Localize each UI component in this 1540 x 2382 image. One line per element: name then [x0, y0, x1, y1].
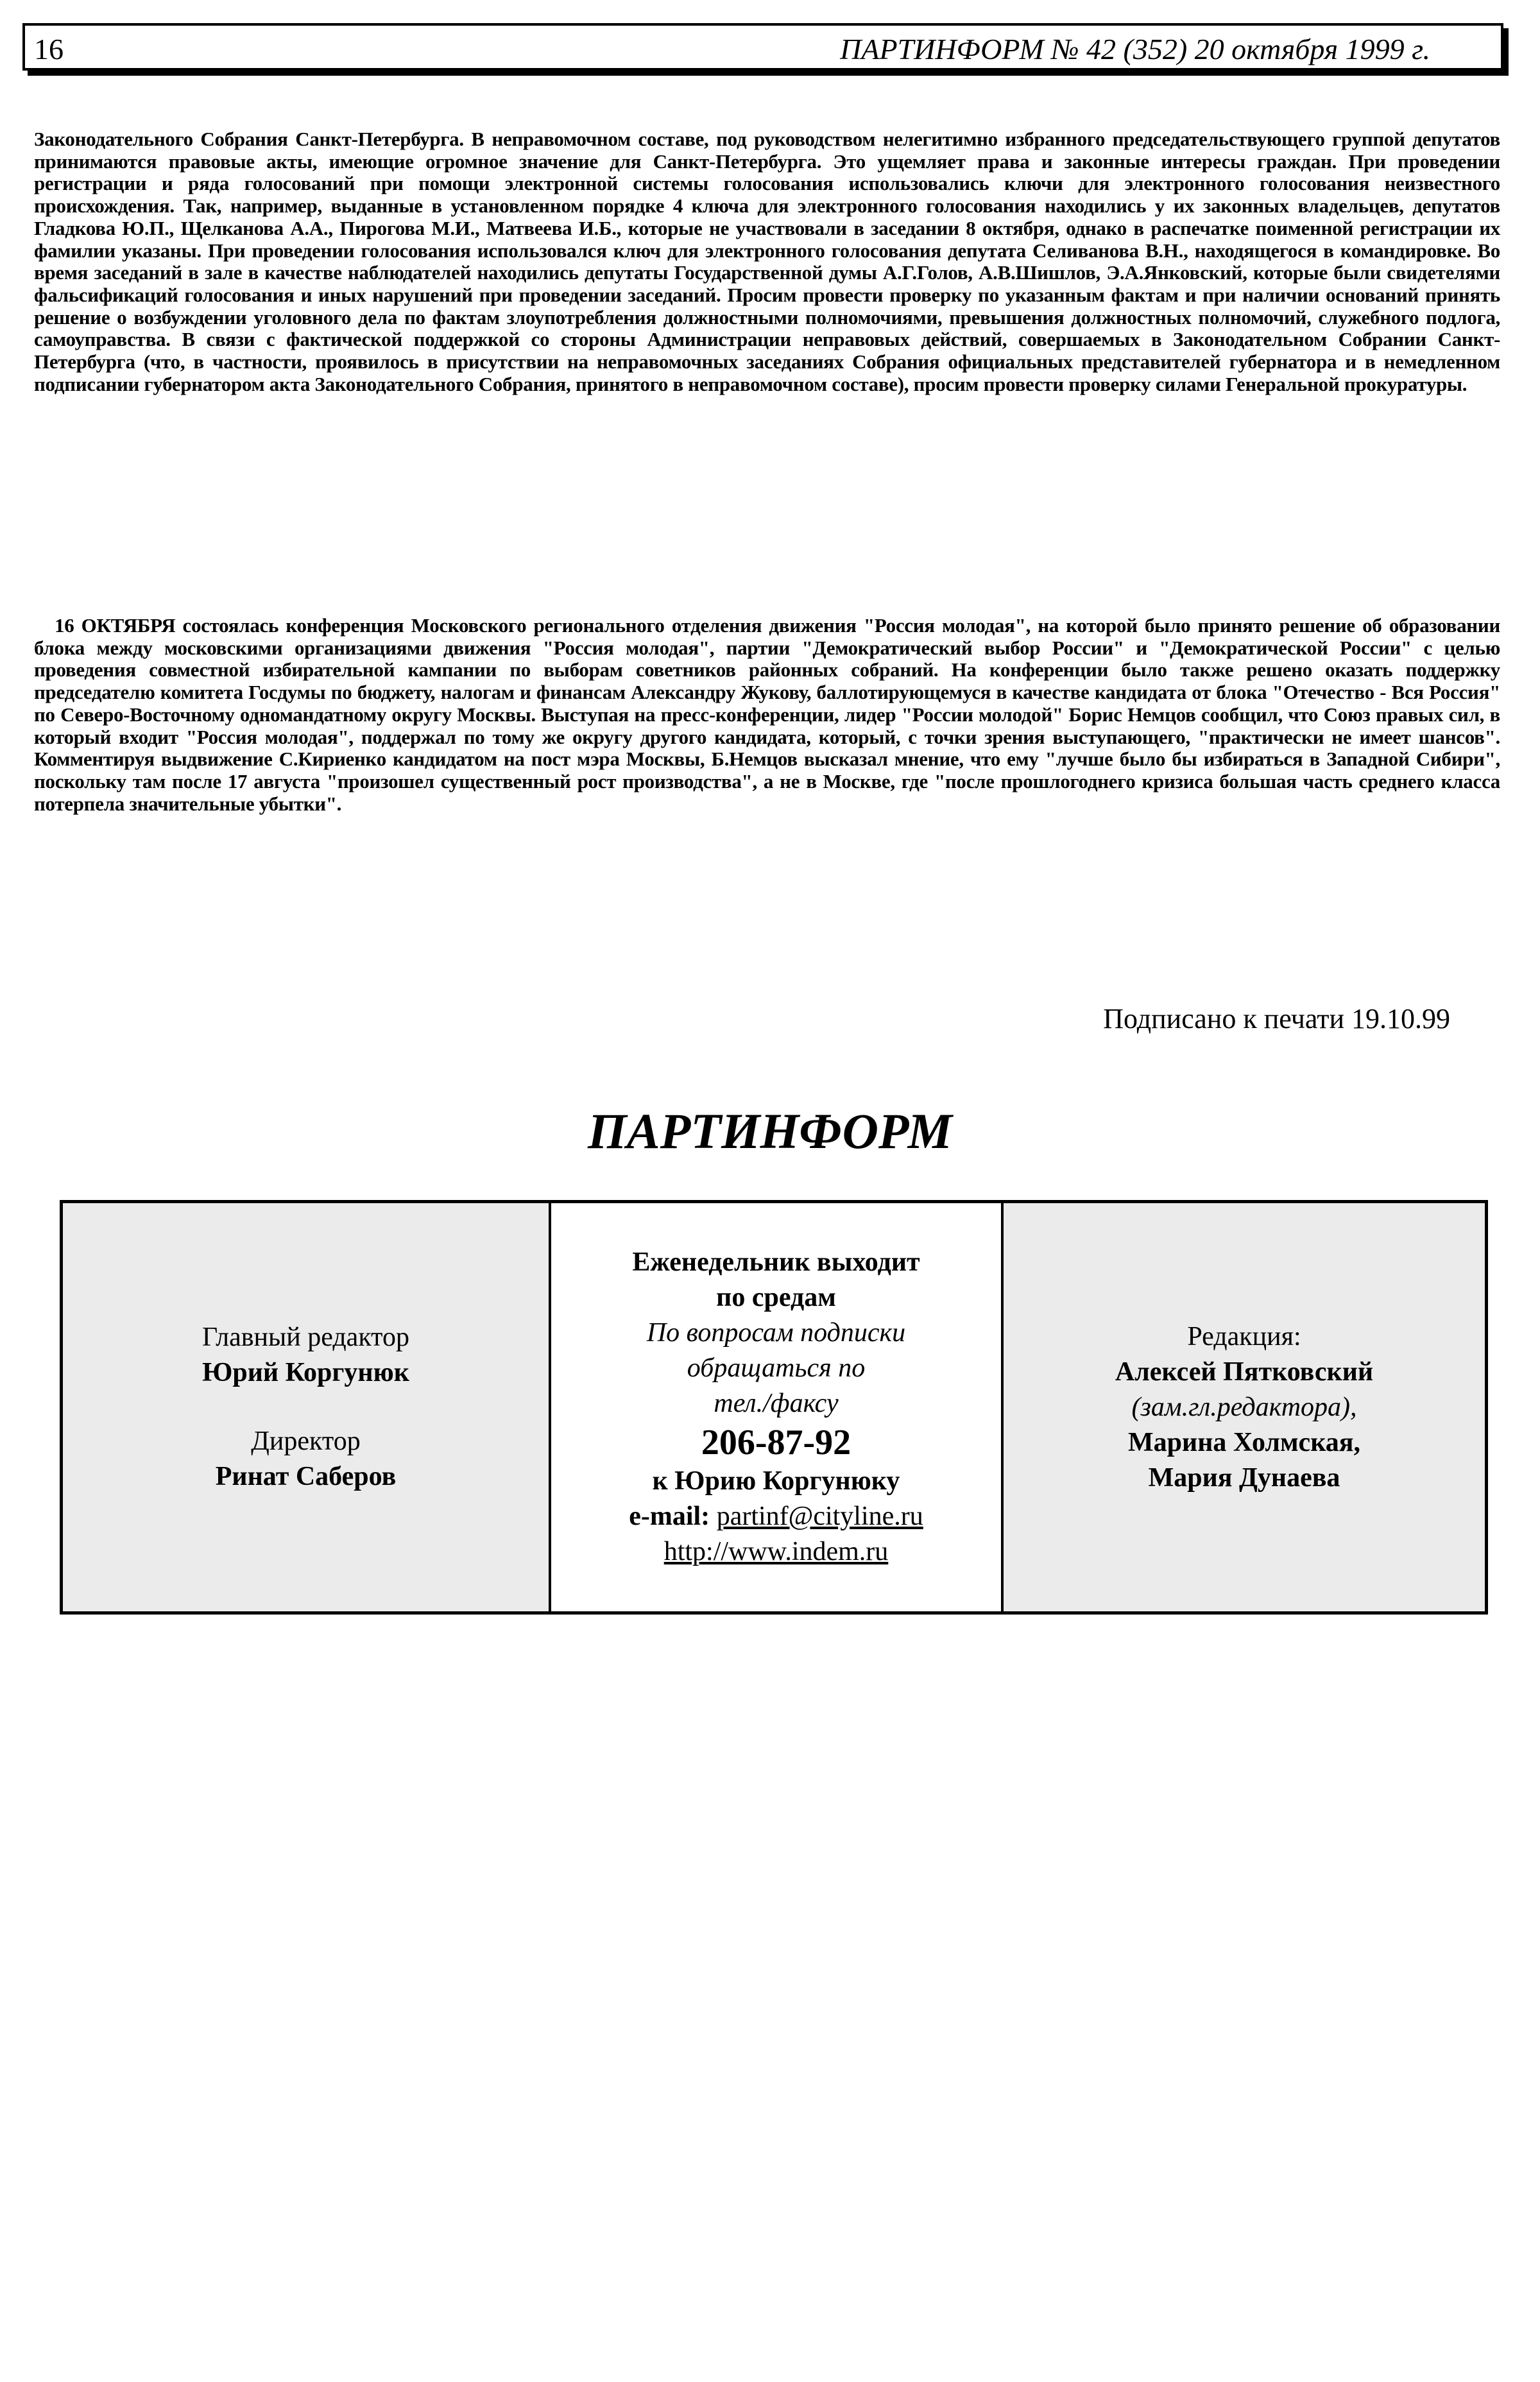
schedule-line: Еженедельник выходит: [632, 1247, 920, 1277]
staff-label: Редакция:: [1187, 1321, 1301, 1351]
page-number: 16: [34, 33, 64, 65]
signed-to-print: Подписано к печати 19.10.99: [1103, 1003, 1450, 1034]
page-header: [22, 23, 1503, 71]
article-paragraph: Законодательного Собрания Санкт-Петербурга. В неправомочном составе, под руководством нелегитимно избранного председательствующего группой депутатов принимаются правовые акты, имеющие огромное значение для Санкт-Петербурга. Это ущемляет права и законные интересы граждан. При проведении регистрации и ряда голосований при помощи электронной системы голосования использовались ключи для электронного голосования неизвестного происхождения. Так, например, выданные в установленном порядке 4 ключа для электронного голосования находились у их законных владельцев, депутатов Гладкова Ю.П., Щелканова А.А., Пирогова М.И., Матвеева И.Б., которые не участвовали в заседании 8 октября, однако в распечатке поименной регистрации их фамилии указаны. При проведении голосования использовался ключ для электронного голосования депутата Селиванова В.Н., находящегося в командировке. Во время заседаний в зале в качестве наблюдателей находились депутаты Государственной думы А.Г.Голов, А.В.Шишлов, Э.А.Янковский, которые были свидетелями фальсификаций голосования и иных нарушений при проведении заседаний. Просим провести проверку по указанным фактам и при наличии оснований принять решение о возбуждении уголовного дела по фактам злоупотребления должностными полномочиями, превышения должностных полномочий, служебного подлога, самоуправства. В связи с фактической поддержкой со стороны Администрации неправовых действий, совершаемых в Законодательном Собрании Санкт-Петербурга (что, в частности, проявилось в присутствии на неправомочных заседаниях Собрания официальных представителей губернатора и в немедленном подписании губернатором акта Законодательного Собрания, принятого в неправомочном составе), просим провести проверку силами Генеральной прокуратуры.: [34, 128, 1500, 395]
editor-name: Юрий Коргунюк: [202, 1358, 409, 1387]
subscription-line: тел./факсу: [714, 1389, 839, 1418]
schedule-line: по средам: [716, 1283, 836, 1312]
masthead-editors: [63, 1203, 551, 1611]
masthead-contacts: [551, 1203, 1004, 1611]
staff-role: (зам.гл.редактора),: [1131, 1392, 1357, 1422]
staff-name: Мария Дунаева: [1148, 1462, 1340, 1493]
masthead-staff: [1004, 1203, 1485, 1611]
director-label: Директор: [251, 1427, 361, 1456]
staff-name: Марина Холмская,: [1128, 1427, 1360, 1457]
article-paragraph: 16 ОКТЯБРЯ состоялась конференция Московского регионального отделения движения "Россия молодая", на которой было принято решение об образовании блока между московскими организациями движения "Россия молодая", партии "Демократический выбор России" и "Демократической России" с целью проведения совместной избирательной кампании по выборам советников районных собраний. На конференции было также решено оказать поддержку председателю комитета Госдумы по бюджету, налогам и финансам Александру Жукову, баллотирующемуся в качестве кандидата от блока "Отечество - Вся Россия" по Северо-Восточному одномандатному округу Москвы. Выступая на пресс-конференции, лидер "России молодой" Борис Немцов сообщил, что Союз правых сил, в который входит "Россия молодая", поддержал по тому же округу другого кандидата, который, с точки зрения выступающего, "практически не имеет шансов". Комментируя выдвижение С.Кириенко кандидатом на пост мэра Москвы, Б.Немцов высказал мнение, что ему "лучше было бы избираться в Западной Сибири", поскольку там после 17 августа "произошел существенный рост производства", а не в Москве, где "после прошлогоднего кризиса большая часть среднего класса потерпела значительные убытки".: [34, 614, 1500, 815]
email-link[interactable]: partinf@cityline.ru: [716, 1502, 923, 1531]
subscription-line: обращаться по: [687, 1353, 866, 1383]
website-link[interactable]: http://www.indem.ru: [663, 1537, 889, 1566]
issue-title: ПАРТИНФОРМ № 42 (352) 20 октября 1999 г.: [840, 33, 1430, 65]
subscription-line: По вопросам подписки: [646, 1318, 906, 1348]
phone-number: 206-87-92: [701, 1423, 851, 1462]
staff-name: Алексей Пятковский: [1115, 1357, 1374, 1387]
masthead-table: [60, 1200, 1488, 1615]
contact-person: к Юрию Коргунюку: [652, 1466, 900, 1496]
email-label: e-mail:: [629, 1502, 710, 1531]
director-name: Ринат Саберов: [215, 1462, 397, 1491]
editor-label: Главный редактор: [202, 1323, 409, 1352]
masthead-title: ПАРТИНФОРМ: [588, 1103, 952, 1159]
